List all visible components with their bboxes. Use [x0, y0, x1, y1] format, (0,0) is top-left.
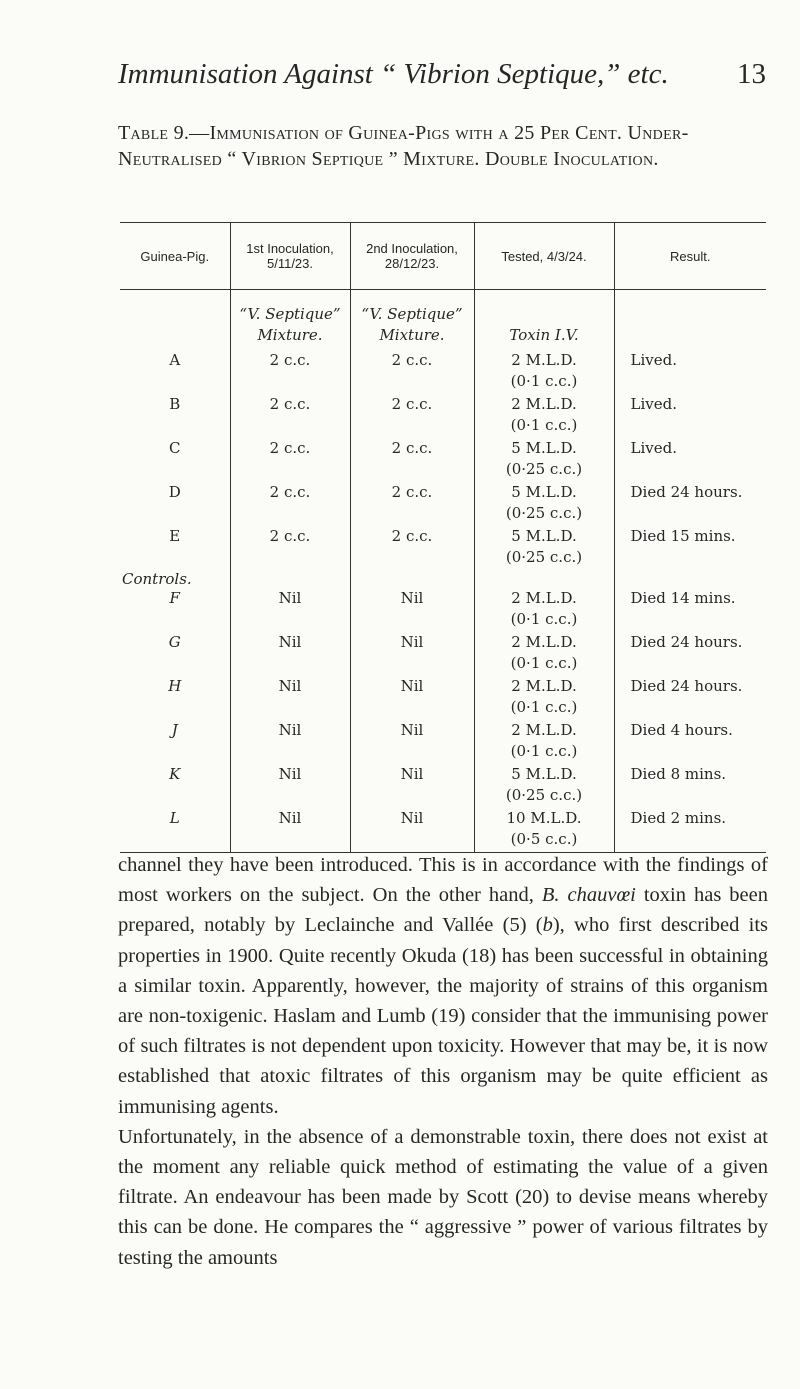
second-inoculation-dose: 2 c.c. [391, 482, 433, 501]
paragraph-text: ), who first described its properties in 1900. Quite recently Okuda (18) has been successful in obtaining a similar toxin. Apparently, however, the majority of strains of this organism are non-toxigenic. Haslam and Lumb (19) consider that the immunising power of such filtrates is not dependent upon toxicity. However that may be, it is now established that atoxic filtrates of this organism may be quite efficient as immunising agents. [118, 914, 768, 1118]
result-value: Died 24 hours. [630, 482, 743, 501]
subheader-cell [614, 290, 766, 350]
table-label: Table 9. [118, 122, 190, 144]
table-caption-text: —Immunisation of Guinea-Pigs with a 25 Per Cent. Under-Neutralised “ Vibrion Septique ” Mixture. Double Inoculation. [118, 122, 689, 170]
first-inoculation-dose: Nil [278, 588, 302, 607]
table-row [120, 720, 766, 764]
first-inoculation-dose: Nil [278, 676, 302, 695]
reference-letter: b [542, 914, 553, 937]
second-inoculation-dose: Nil [400, 720, 424, 739]
second-inoculation-dose: 2 c.c. [391, 438, 433, 457]
test-dose: 2 M.L.D. [511, 720, 577, 739]
guinea-pig-id: E [169, 526, 181, 545]
running-header [118, 58, 766, 91]
guinea-pig-id: F [169, 588, 180, 607]
test-volume: (0·25 c.c.) [505, 459, 583, 478]
second-inoculation-dose: Nil [400, 676, 424, 695]
first-inoculation-dose: Nil [278, 632, 302, 651]
col-header-result: Result. [614, 223, 766, 290]
test-volume: (0·1 c.c.) [510, 609, 578, 628]
first-inoculation-dose: Nil [278, 764, 302, 783]
paragraph-text: toxin has been prepared, notably by Leclainche and Vallée (5) ( [118, 884, 768, 937]
table-row [120, 350, 766, 394]
body-text [118, 850, 768, 1273]
table-row [120, 632, 766, 676]
subheader-cell [120, 290, 230, 350]
test-dose: 5 M.L.D. [511, 764, 577, 783]
guinea-pig-id: J [171, 720, 178, 739]
col-header-guinea-pig: Guinea-Pig. [120, 223, 230, 290]
result-value: Died 24 hours. [630, 632, 743, 651]
paragraph [118, 850, 768, 1122]
first-inoculation-dose: 2 c.c. [269, 350, 311, 369]
second-inoculation-dose: 2 c.c. [391, 526, 433, 545]
first-inoculation-dose: 2 c.c. [269, 482, 311, 501]
controls-label: Controls. [122, 569, 192, 588]
second-inoculation-dose: 2 c.c. [391, 350, 433, 369]
paragraph [118, 1122, 768, 1273]
subheader-cell: Toxin I.V. [474, 290, 614, 350]
guinea-pig-id: K [169, 764, 181, 783]
col-header-first-inoculation: 1st Inoculation, 5/11/23. [230, 223, 350, 290]
test-volume: (0·1 c.c.) [510, 415, 578, 434]
test-dose: 10 M.L.D. [506, 808, 582, 827]
table-row [120, 482, 766, 526]
test-volume: (0·25 c.c.) [505, 503, 583, 522]
table-row [120, 438, 766, 482]
page-number: 13 [737, 58, 766, 90]
result-value: Died 2 mins. [630, 808, 727, 827]
subheader-cell: “V. Septique” Mixture. [350, 290, 474, 350]
controls-label-row [120, 570, 766, 588]
test-volume: (0·25 c.c.) [505, 547, 583, 566]
paragraph-text: channel they have been introduced. This is in accordance with the findings of most workers on the subject. On the other hand, [118, 854, 768, 907]
col-header-second-inoculation: 2nd Inoculation, 28/12/23. [350, 223, 474, 290]
table-row [120, 764, 766, 808]
guinea-pig-id: G [168, 632, 181, 651]
table-row [120, 394, 766, 438]
test-dose: 5 M.L.D. [511, 482, 577, 501]
test-volume: (0·1 c.c.) [510, 697, 578, 716]
result-value: Lived. [630, 394, 677, 413]
guinea-pig-id: D [168, 482, 181, 501]
result-value: Died 4 hours. [630, 720, 733, 739]
result-value: Lived. [630, 350, 677, 369]
result-value: Died 8 mins. [630, 764, 727, 783]
second-inoculation-dose: Nil [400, 632, 424, 651]
guinea-pig-id: L [169, 808, 180, 827]
result-value: Lived. [630, 438, 677, 457]
test-volume: (0·1 c.c.) [510, 653, 578, 672]
result-value: Died 15 mins. [630, 526, 736, 545]
first-inoculation-dose: Nil [278, 720, 302, 739]
test-dose: 2 M.L.D. [511, 588, 577, 607]
results-table [120, 222, 766, 853]
test-volume: (0·25 c.c.) [505, 785, 583, 804]
second-inoculation-dose: 2 c.c. [391, 394, 433, 413]
table-header-row [120, 223, 766, 290]
table-caption [118, 120, 768, 172]
table-row [120, 526, 766, 570]
test-dose: 5 M.L.D. [511, 526, 577, 545]
test-volume: (0·5 c.c.) [510, 829, 578, 848]
first-inoculation-dose: 2 c.c. [269, 526, 311, 545]
table-row [120, 588, 766, 632]
test-dose: 2 M.L.D. [511, 350, 577, 369]
subheader-row [120, 290, 766, 350]
test-dose: 2 M.L.D. [511, 632, 577, 651]
test-dose: 5 M.L.D. [511, 438, 577, 457]
organism-name: B. chauvœi [541, 884, 636, 907]
guinea-pig-id: B [169, 394, 181, 413]
paragraph-text: Unfortunately, in the absence of a demonstrable toxin, there does not exist at the moment any reliable quick method of estimating the value of a given filtrate. An endeavour has been made by Scott (20) to devise means whereby this can be done. He compares the “ aggressive ” power of various filtrates by testing the amounts [118, 1125, 768, 1269]
second-inoculation-dose: Nil [400, 764, 424, 783]
first-inoculation-dose: 2 c.c. [269, 394, 311, 413]
first-inoculation-dose: 2 c.c. [269, 438, 311, 457]
second-inoculation-dose: Nil [400, 808, 424, 827]
result-value: Died 24 hours. [630, 676, 743, 695]
guinea-pig-id: H [168, 676, 182, 695]
test-dose: 2 M.L.D. [511, 676, 577, 695]
col-header-tested: Tested, 4/3/24. [474, 223, 614, 290]
guinea-pig-id: C [169, 438, 181, 457]
test-volume: (0·1 c.c.) [510, 741, 578, 760]
table-row [120, 808, 766, 853]
table-row [120, 676, 766, 720]
subheader-cell: “V. Septique” Mixture. [230, 290, 350, 350]
first-inoculation-dose: Nil [278, 808, 302, 827]
test-volume: (0·1 c.c.) [510, 371, 578, 390]
guinea-pig-id: A [169, 350, 181, 369]
running-title: Immunisation Against “ Vibrion Septique,” etc. [118, 58, 669, 90]
result-value: Died 14 mins. [630, 588, 736, 607]
second-inoculation-dose: Nil [400, 588, 424, 607]
test-dose: 2 M.L.D. [511, 394, 577, 413]
